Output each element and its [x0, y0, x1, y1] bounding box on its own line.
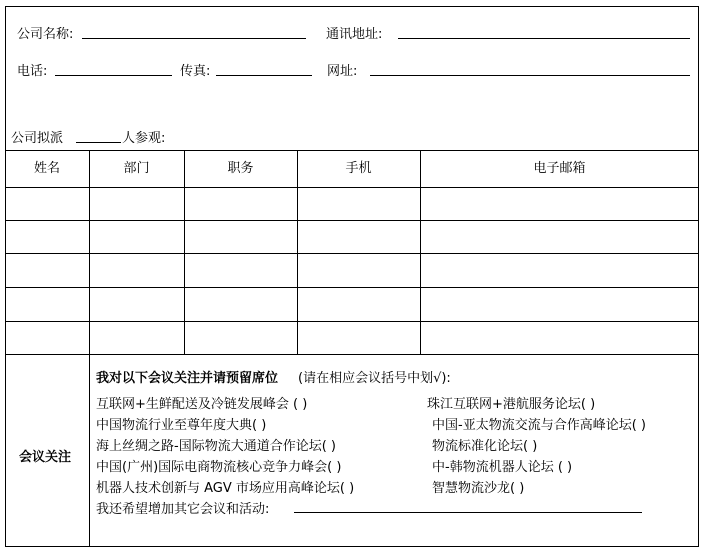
header-email: 电子邮箱 — [533, 161, 586, 176]
conference-option[interactable]: 物流标准化论坛( ) — [432, 439, 538, 454]
website-field[interactable] — [370, 75, 690, 76]
table-cell-position[interactable] — [185, 221, 296, 252]
conference-option[interactable]: 中国物流行业至尊年度大典( ) — [96, 418, 267, 433]
table-cell-email[interactable] — [421, 254, 698, 286]
dispatch-prefix: 公司拟派 — [11, 131, 64, 146]
conference-option[interactable]: 中-韩物流机器人论坛 ( ) — [432, 460, 573, 475]
conference-option[interactable]: 中国(广州)国际电商物流核心竞争力峰会( ) — [96, 460, 342, 475]
table-cell-email[interactable] — [421, 221, 698, 252]
conference-instruction-note: (请在相应会议括号中划√): — [298, 371, 451, 386]
fax-field[interactable] — [216, 75, 312, 76]
table-cell-mobile[interactable] — [298, 254, 419, 286]
table-cell-position[interactable] — [185, 188, 296, 219]
table-cell-department[interactable] — [90, 322, 183, 353]
table-cell-email[interactable] — [421, 288, 698, 320]
table-cell-department[interactable] — [90, 288, 183, 320]
conference-option[interactable]: 智慧物流沙龙( ) — [432, 481, 525, 496]
conference-instruction: 我对以下会议关注并请预留席位 — [96, 371, 279, 386]
attendee-count-field[interactable] — [76, 142, 121, 143]
header-mobile: 手机 — [345, 161, 372, 176]
table-cell-name[interactable] — [6, 322, 88, 353]
conference-option[interactable]: 海上丝绸之路-国际物流大通道合作论坛( ) — [96, 439, 336, 454]
table-cell-position[interactable] — [185, 288, 296, 320]
company-name-label: 公司名称: — [17, 27, 74, 42]
address-field[interactable] — [398, 38, 690, 39]
table-cell-mobile[interactable] — [298, 188, 419, 219]
header-position: 职务 — [227, 161, 254, 176]
company-name-field[interactable] — [82, 38, 306, 39]
table-cell-mobile[interactable] — [298, 288, 419, 320]
conference-option[interactable]: 中国-亚太物流交流与合作高峰论坛( ) — [432, 418, 646, 433]
header-department: 部门 — [123, 161, 150, 176]
table-cell-department[interactable] — [90, 188, 183, 219]
table-cell-mobile[interactable] — [298, 322, 419, 353]
address-label: 通讯地址: — [326, 27, 383, 42]
phone-label: 电话: — [17, 64, 48, 79]
table-cell-name[interactable] — [6, 188, 88, 219]
table-cell-position[interactable] — [185, 254, 296, 286]
dispatch-suffix: 人参观: — [122, 131, 166, 146]
conference-section-label: 会议关注 — [19, 450, 72, 465]
other-events-label: 我还希望增加其它会议和活动: — [96, 502, 270, 517]
phone-field[interactable] — [55, 75, 172, 76]
table-cell-email[interactable] — [421, 322, 698, 353]
conference-option[interactable]: 机器人技术创新与 AGV 市场应用高峰论坛( ) — [96, 481, 355, 496]
table-cell-position[interactable] — [185, 322, 296, 353]
row-divider — [5, 354, 699, 355]
conference-option[interactable]: 珠江互联网+港航服务论坛( ) — [427, 397, 596, 412]
table-cell-department[interactable] — [90, 221, 183, 252]
header-name: 姓名 — [33, 161, 60, 176]
fax-label: 传真: — [180, 64, 211, 79]
conference-option[interactable]: 互联网+生鲜配送及冷链发展峰会 ( ) — [96, 397, 308, 412]
table-cell-department[interactable] — [90, 254, 183, 286]
table-cell-name[interactable] — [6, 254, 88, 286]
website-label: 网址: — [327, 64, 358, 79]
table-cell-name[interactable] — [6, 288, 88, 320]
table-cell-mobile[interactable] — [298, 221, 419, 252]
table-cell-email[interactable] — [421, 188, 698, 219]
table-cell-name[interactable] — [6, 221, 88, 252]
other-events-field[interactable] — [294, 512, 642, 513]
